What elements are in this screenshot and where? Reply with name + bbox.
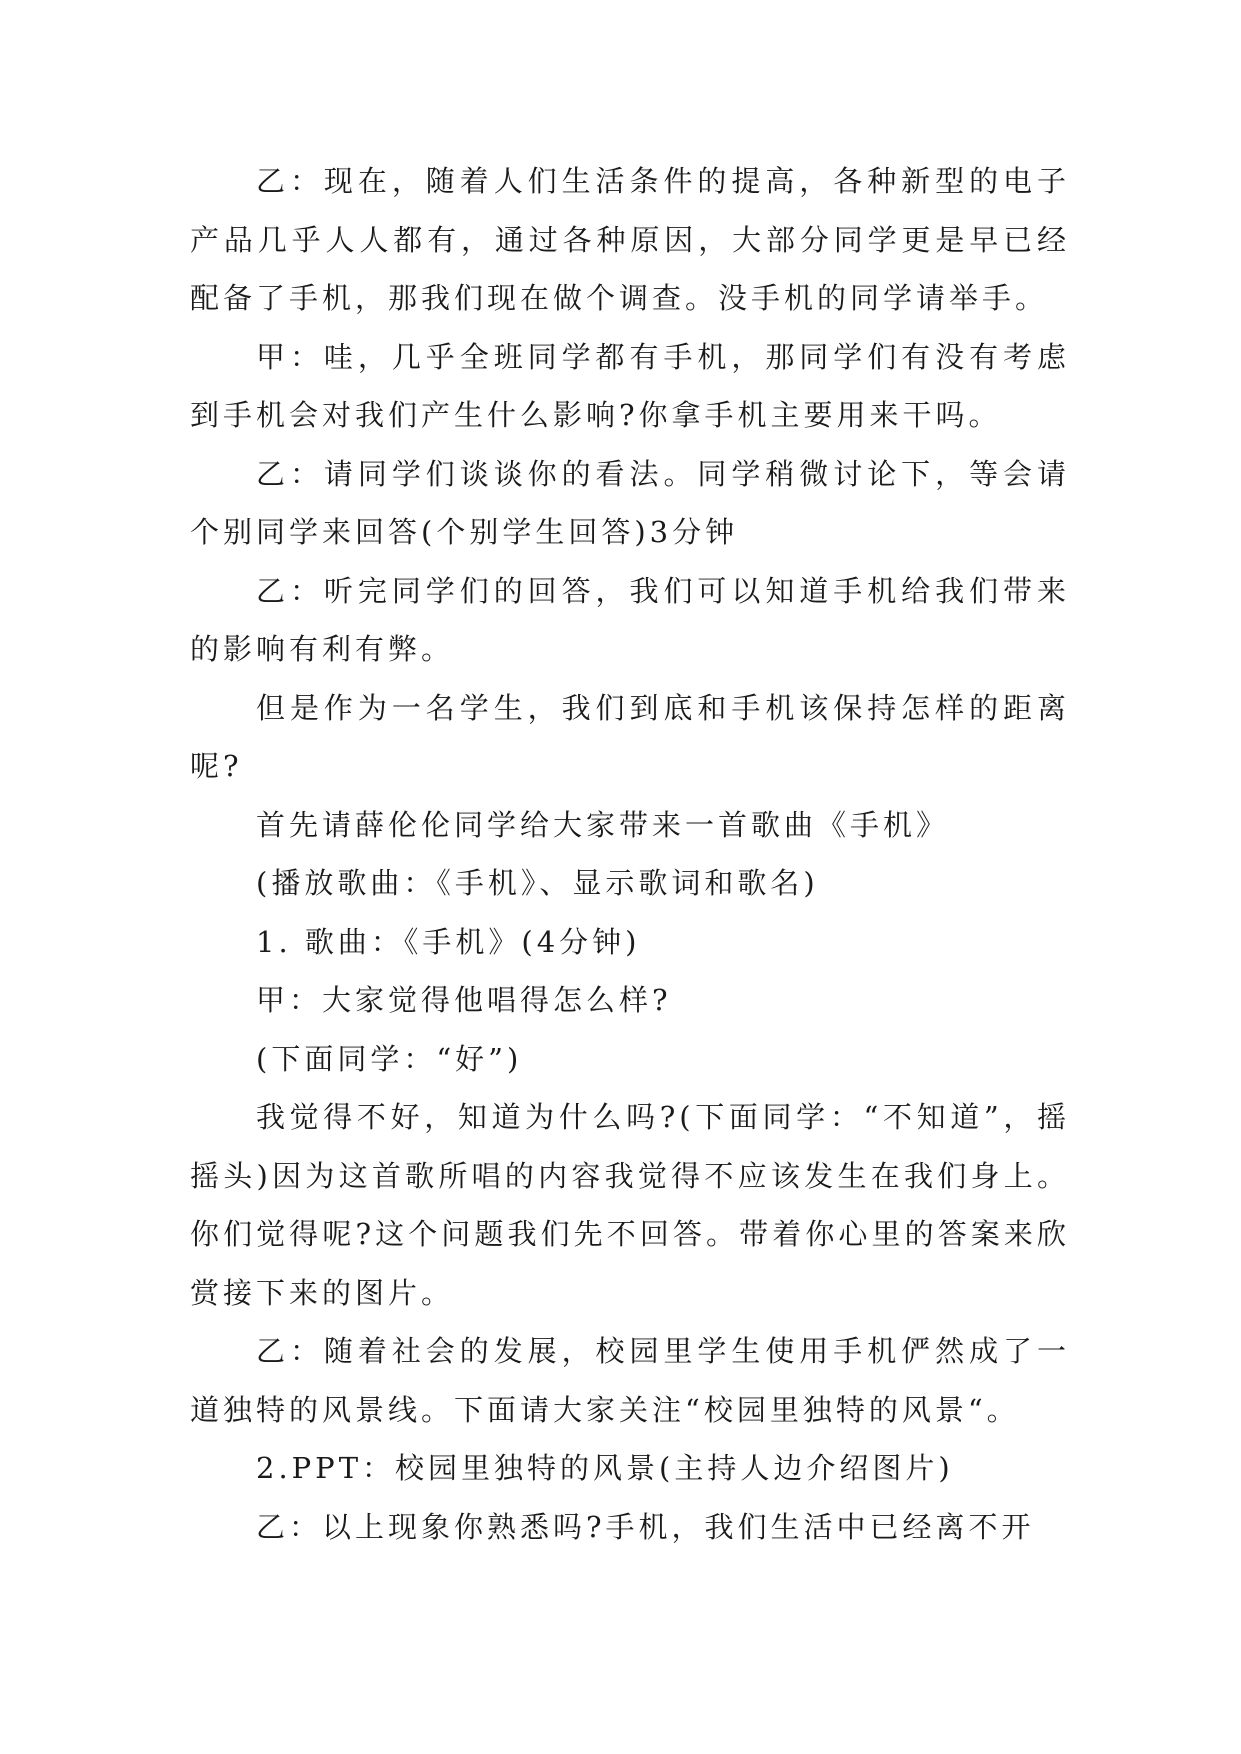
paragraph-6: 首先请薛伦伦同学给大家带来一首歌曲《手机》 (256, 807, 950, 842)
paragraph-2: 甲：哇，几乎全班同学都有手机，那同学们有没有考虑到手机会对我们产生什么影响?你拿手机主要用来干吗。 (190, 339, 1070, 432)
paragraph-14: 乙：以上现象你熟悉吗?手机，我们生活中已经离不开 (256, 1509, 1035, 1544)
paragraph-5: 但是作为一名学生，我们到底和手机该保持怎样的距离呢? (190, 690, 1070, 783)
paragraph-4: 乙：听完同学们的回答，我们可以知道手机给我们带来的影响有利有弊。 (190, 573, 1070, 666)
paragraph-8: 1. 歌曲：《手机》(4分钟) (256, 924, 641, 959)
paragraph-7: (播放歌曲：《手机》、显示歌词和歌名) (256, 866, 819, 900)
paragraph-9: 甲：大家觉得他唱得怎么样? (256, 983, 672, 1017)
paragraph-11: 我觉得不好，知道为什么吗?(下面同学：“不知道”，摇摇头)因为这首歌所唱的内容我觉得不应该发生在我们身上。你们觉得呢?这个问题我们先不回答。带着你心里的答案来欣赏接下来的图片。 (190, 1100, 1070, 1310)
document-body (190, 152, 1070, 1556)
paragraph-3: 乙：请同学们谈谈你的看法。同学稍微讨论下，等会请个别同学来回答(个别学生回答)3分钟 (190, 456, 1070, 549)
paragraph-1: 乙：现在，随着人们生活条件的提高，各种新型的电子产品几乎人人都有，通过各种原因，大部分同学更是早已经配备了手机，那我们现在做个调查。没手机的同学请举手。 (190, 164, 1070, 315)
paragraph-12: 乙：随着社会的发展，校园里学生使用手机俨然成了一道独特的风景线。下面请大家关注“校园里独特的风景“。 (190, 1334, 1070, 1427)
paragraph-13: 2.PPT：校园里独特的风景(主持人边介绍图片) (256, 1451, 954, 1485)
paragraph-10: (下面同学：“好”) (256, 1041, 523, 1076)
